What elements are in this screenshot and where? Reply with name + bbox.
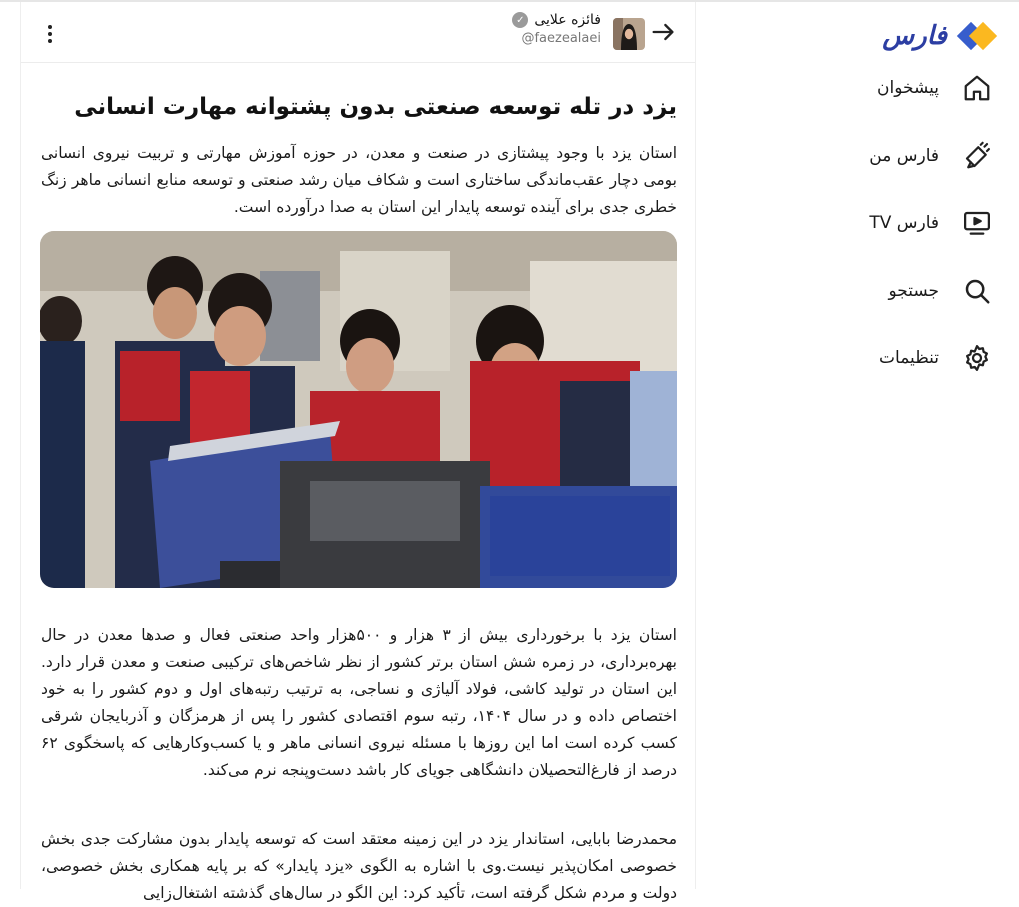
verified-badge-icon: ✓ bbox=[512, 12, 528, 28]
sidebar bbox=[694, 0, 1019, 889]
author-handle: @faezealaei bbox=[521, 31, 601, 46]
sidebar-item-my-fars[interactable] bbox=[869, 140, 993, 172]
sidebar-item-label: فارس من bbox=[869, 146, 939, 166]
author-info[interactable] bbox=[512, 12, 601, 46]
more-options-icon[interactable] bbox=[39, 20, 61, 48]
search-icon bbox=[961, 275, 993, 307]
workshop-photo[interactable] bbox=[40, 231, 677, 588]
tv-play-icon bbox=[961, 207, 993, 239]
logo-text: فارس bbox=[882, 21, 947, 51]
sidebar-item-dashboard[interactable] bbox=[877, 72, 993, 104]
post-header bbox=[21, 2, 695, 63]
back-arrow-icon[interactable] bbox=[649, 18, 677, 46]
author-name: فائزه علایی bbox=[534, 12, 601, 28]
post-title: یزد در تله توسعه صنعتی بدون پشتوانه مهارت انسانی bbox=[74, 94, 677, 120]
sidebar-item-label: جستجو bbox=[888, 281, 939, 301]
megaphone-icon bbox=[961, 140, 993, 172]
sidebar-item-settings[interactable] bbox=[879, 342, 993, 374]
site-logo[interactable] bbox=[882, 16, 997, 56]
sidebar-item-label: تنظیمات bbox=[879, 348, 939, 368]
post-column bbox=[20, 2, 696, 902]
sidebar-item-label: فارس TV bbox=[869, 213, 939, 233]
post-lead: استان یزد با وجود پیشتازی در صنعت و معدن، در حوزه آموزش مهارتی و تربیت نیروی انسانی بومی دچار عقب‌ماندگی ساختاری است و شکاف میان رشد صنعتی و توسعه منابع انسانی ماهر زنگ خطری جدی برای آینده توسعه پایدار این استان به صدا درآورده است. bbox=[41, 144, 677, 216]
logo-mark-icon bbox=[957, 16, 997, 56]
post-paragraph: محمدرضا بابایی، استاندار یزد در این زمینه معتقد است که توسعه پایدار بدون مشارکت جدی بخش خصوصی امکان‌پذیر نیست.وی با اشاره به الگوی «یزد پایدار» که بر پایه همکاری بخش خصوصی، دولت و مردم شکل گرفته است، تأکید کرد: این الگو در سال‌های گذشته اشتغال‌زایی bbox=[41, 830, 677, 902]
sidebar-item-search[interactable] bbox=[888, 275, 993, 307]
sidebar-item-fars-tv[interactable] bbox=[869, 207, 993, 239]
sidebar-item-label: پیشخوان bbox=[877, 78, 939, 98]
gear-icon bbox=[961, 342, 993, 374]
avatar[interactable] bbox=[613, 18, 645, 50]
home-icon bbox=[961, 72, 993, 104]
post-paragraph: استان یزد با برخورداری بیش از ۳ هزار و ۵۰۰هزار واحد صنعتی فعال و صدها معدن در حال بهره‌برداری، در زمره شش استان برتر کشور از نظر شاخص‌های ترکیبی صنعت و معدن قرار دارد. این استان در تولید کاشی، فولاد آلیاژی و نساجی، به ترتیب رتبه‌های اول و دوم کشور را به خود اختصاص داده و در سال ۱۴۰۴، رتبه سوم اقتصادی کشور را پس از هرمزگان و آذربایجان شرقی کسب کرده است اما این روزها با مسئله نیروی انسانی ماهر و یا کسب‌وکارهایی که پاسخگوی ۶۲ درصد از فارغ‌التحصیلان دانشگاهی جویای کار باشد دست‌وپنجه نرم می‌کند. bbox=[41, 626, 677, 779]
